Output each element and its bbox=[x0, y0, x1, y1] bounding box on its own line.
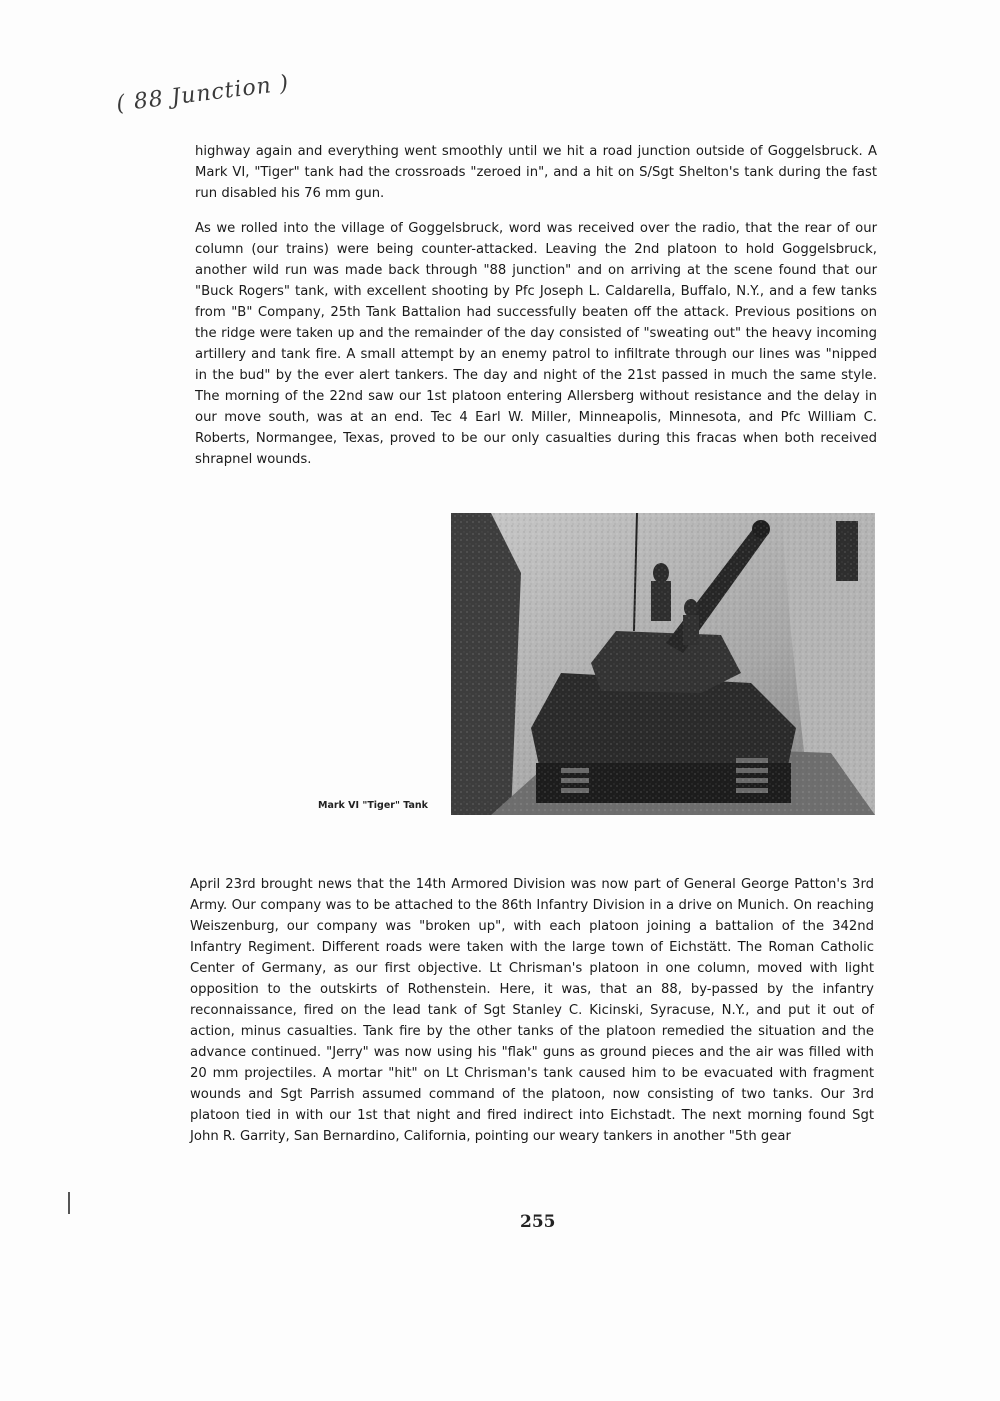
handwritten-note: ( 88 Junction ) bbox=[114, 70, 291, 117]
margin-mark bbox=[68, 1192, 70, 1214]
page-number: 255 bbox=[520, 1212, 556, 1232]
paragraph-2: As we rolled into the village of Goggelsbruck, word was received over the radio, that the rear of our column (our trains) were being counter-attacked. Leaving the 2nd platoon to hold Goggelsbruck, another wild run was made back through "88 junction" and on arriving at the scene found that our "Buck Rogers" tank, with excellent shooting by Pfc Joseph L. Caldarella, Buffalo, N.Y., and a few tanks from "B" Company, 25th Tank Battalion had successfully beaten off the attack. Previous positions on the ridge were taken up and the remainder of the day consisted of "sweating out" the heavy incoming artillery and tank fire. A small attempt by an enemy patrol to infiltrate through our lines was "nipped in the bud" by the ever alert tankers. The day and night of the 21st passed in much the same style. The morning of the 22nd saw our 1st platoon entering Allersberg without resistance and the delay in our move south, was at an end. Tec 4 Earl W. Miller, Minneapolis, Minnesota, and Pfc William C. Roberts, Normangee, Texas, proved to be our only casualties during this fracas when both received shrapnel wounds. bbox=[195, 221, 877, 467]
tiger-tank-photo bbox=[451, 513, 875, 815]
photo-caption: Mark VI "Tiger" Tank bbox=[318, 800, 428, 811]
paragraph-1: highway again and everything went smoothly until we hit a road junction outside of Goggelsbruck. A Mark VI, "Tiger" tank had the crossroads "zeroed in", and a hit on S/Sgt Shelton's tank during the fast run disabled his 76 mm gun. bbox=[195, 144, 877, 201]
paragraph-3: April 23rd brought news that the 14th Armored Division was now part of General George Patton's 3rd Army. Our company was to be attached to the 86th Infantry Division in a drive on Munich. On reaching Weiszenburg, our company was "broken up", with each platoon joining a battalion of the 342nd Infantry Regiment. Different roads were taken with the large town of Eichstätt. The Roman Catholic Center of Germany, as our first objective. Lt Chrisman's platoon in one column, moved with light opposition to the outskirts of Rothenstein. Here, it was, that an 88, by-passed by the infantry reconnaissance, fired on the lead tank of Sgt Stanley C. Kicinski, Syracuse, N.Y., and put it out of action, minus casualties. Tank fire by the other tanks of the platoon remedied the situation and the advance continued. "Jerry" was now using his "flak" guns as ground pieces and the air was filled with 20 mm projectiles. A mortar "hit" on Lt Chrisman's tank caused him to be evacuated with fragment wounds and Sgt Parrish assumed command of the platoon, now consisting of two tanks. Our 3rd platoon tied in with our 1st that night and fired indirect into Eichstadt. The next morning found Sgt John R. Garrity, San Bernardino, California, pointing our weary tankers in another "5th gear bbox=[190, 877, 874, 1144]
